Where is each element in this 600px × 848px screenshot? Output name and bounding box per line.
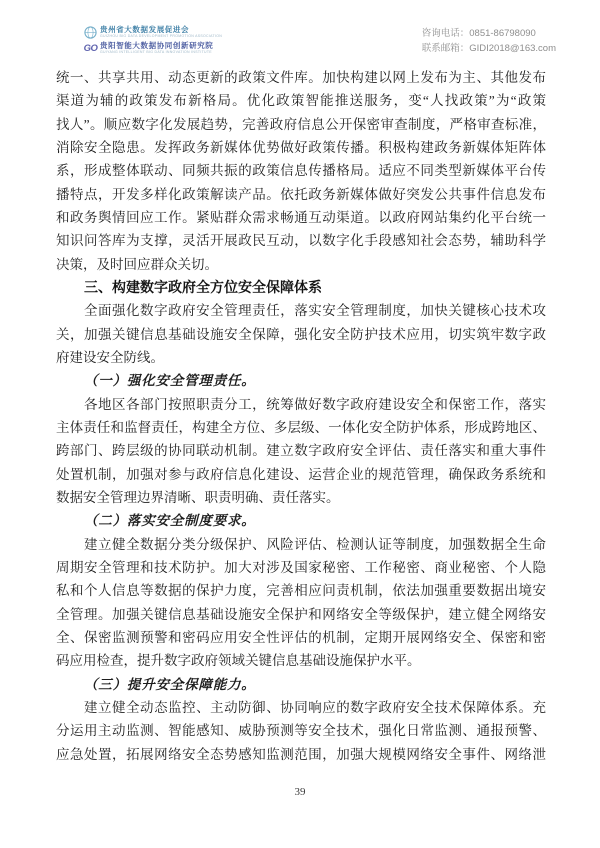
- institute-monogram-icon: GO: [83, 43, 98, 54]
- text-line: 府建设安全防线。: [56, 349, 164, 365]
- text-line: 应急处置，拓展网络安全态势感知监测范围，加强大规模网络安全事件、网络泄: [56, 746, 546, 762]
- text-line: 消除安全隐患。发挥政务新媒体优势做好政策传播。积极构建政务新媒体矩阵体: [56, 139, 546, 155]
- text-line: 周期安全管理和技术防护。加大对涉及国家秘密、工作秘密、商业秘密、个人隐: [56, 559, 546, 575]
- text-line: 全、保密监测预警和密码应用安全性评估的机制，定期开展网络安全、保密和密: [56, 629, 546, 645]
- text-line: 数据安全管理边界清晰、职责明确、责任落实。: [56, 489, 340, 505]
- text-line: 私和个人信息等数据的保护力度，完善相应问责机制，依法加强重要数据出境安: [56, 583, 546, 599]
- text-line: 建立健全数据分类分级保护、风险评估、检测认证等制度，加强数据全生命: [84, 536, 546, 552]
- text-line: 分运用主动监测、智能感知、威胁预测等安全技术，强化日常监测、通报预警、: [56, 723, 546, 739]
- subheading-line: （一）强化安全管理责任。: [84, 373, 256, 389]
- text-line: 主体责任和监督责任，构建全方位、多层级、一体化安全防护体系，形成跨地区、: [56, 419, 546, 435]
- phone-number: 0851-86798090: [469, 28, 536, 39]
- text-line: 全管理。加强关键信息基础设施安全保护和网络安全等级保护，建立健全网络安: [56, 606, 546, 622]
- institute-logo-name: 贵阳智能大数据协同创新研究院: [100, 41, 214, 51]
- contact-email-line: [422, 41, 556, 56]
- text-line: 渠道为辅的政策发布新格局。优化政策智能推送服务，变“人找政策”为“政策: [56, 93, 546, 109]
- header-logo-group: [84, 26, 222, 55]
- institute-logo-subtext: GUIYANG INTELLIGENT BIG DATA INNOVATION INSTITUTE: [100, 50, 212, 55]
- email-address: GIDI2018@163.com: [469, 43, 556, 54]
- text-line: 找人”。顺应数字化发展趋势，完善政府信息公开保密审查制度，严格审查标准，: [56, 116, 546, 132]
- text-line: 关，加强关键信息基础设施安全保障，强化安全防护技术应用，切实筑牢数字政: [56, 326, 546, 342]
- text-line: 码应用检查，提升数字政府领域关键信息基础设施保护水平。: [56, 653, 421, 669]
- association-logo-subtext: GUIZHOU BIG DATA DEVELOPMENT PROMOTION ASSOCIATION: [100, 34, 223, 39]
- phone-label: 咨询电话：: [421, 28, 470, 39]
- association-logo-name: 贵州省大数据发展促进会: [100, 25, 190, 35]
- text-line: 系，形成整体联动、同频共振的政策信息传播格局。适应不同类型新媒体平台传: [56, 163, 546, 179]
- text-line: 全面强化数字政府安全管理责任，落实安全管理制度，加快关键核心技术攻: [84, 303, 546, 319]
- text-line: 播特点，开发多样化政策解读产品。依托政务新媒体做好突发公共事件信息发布: [56, 186, 546, 202]
- document-body: [56, 66, 546, 766]
- email-label: 联系邮箱：: [421, 43, 470, 54]
- heading-line: 三、构建数字政府全方位安全保障体系: [84, 278, 322, 295]
- subheading-line: （二）落实安全制度要求。: [84, 513, 256, 529]
- association-logo: [84, 26, 222, 39]
- text-line: 决策，及时回应群众关切。: [56, 256, 218, 272]
- text-line: 统一、共享共用、动态更新的政策文件库。加快构建以网上发布为主、其他发布: [56, 70, 546, 85]
- contact-block: [422, 26, 556, 56]
- text-line: 处置机制，加强对参与政府信息化建设、运营企业的规范管理，确保政务系统和: [56, 466, 546, 482]
- text-line: 建立健全动态监控、主动防御、协同响应的数字政府安全技术保障体系。充: [84, 699, 546, 715]
- institute-logo: [84, 42, 222, 55]
- subheading-line: （三）提升安全保障能力。: [84, 676, 256, 692]
- association-emblem-icon: [84, 26, 97, 39]
- text-line: 跨部门、跨层级的协同联动机制。建立数字政府安全评估、责任落实和重大事件: [56, 443, 546, 459]
- text-line: 和政务舆情回应工作。紧贴群众需求畅通互动渠道。以政府网站集约化平台统一: [56, 209, 546, 225]
- contact-phone-line: [422, 26, 556, 41]
- page-number: 39: [294, 786, 306, 798]
- text-line: 知识问答库为支撑，灵活开展政民互动，以数字化手段感知社会态势，辅助科学: [56, 233, 546, 249]
- text-line: 各地区各部门按照职责分工，统筹做好数字政府建设安全和保密工作，落实: [84, 396, 546, 412]
